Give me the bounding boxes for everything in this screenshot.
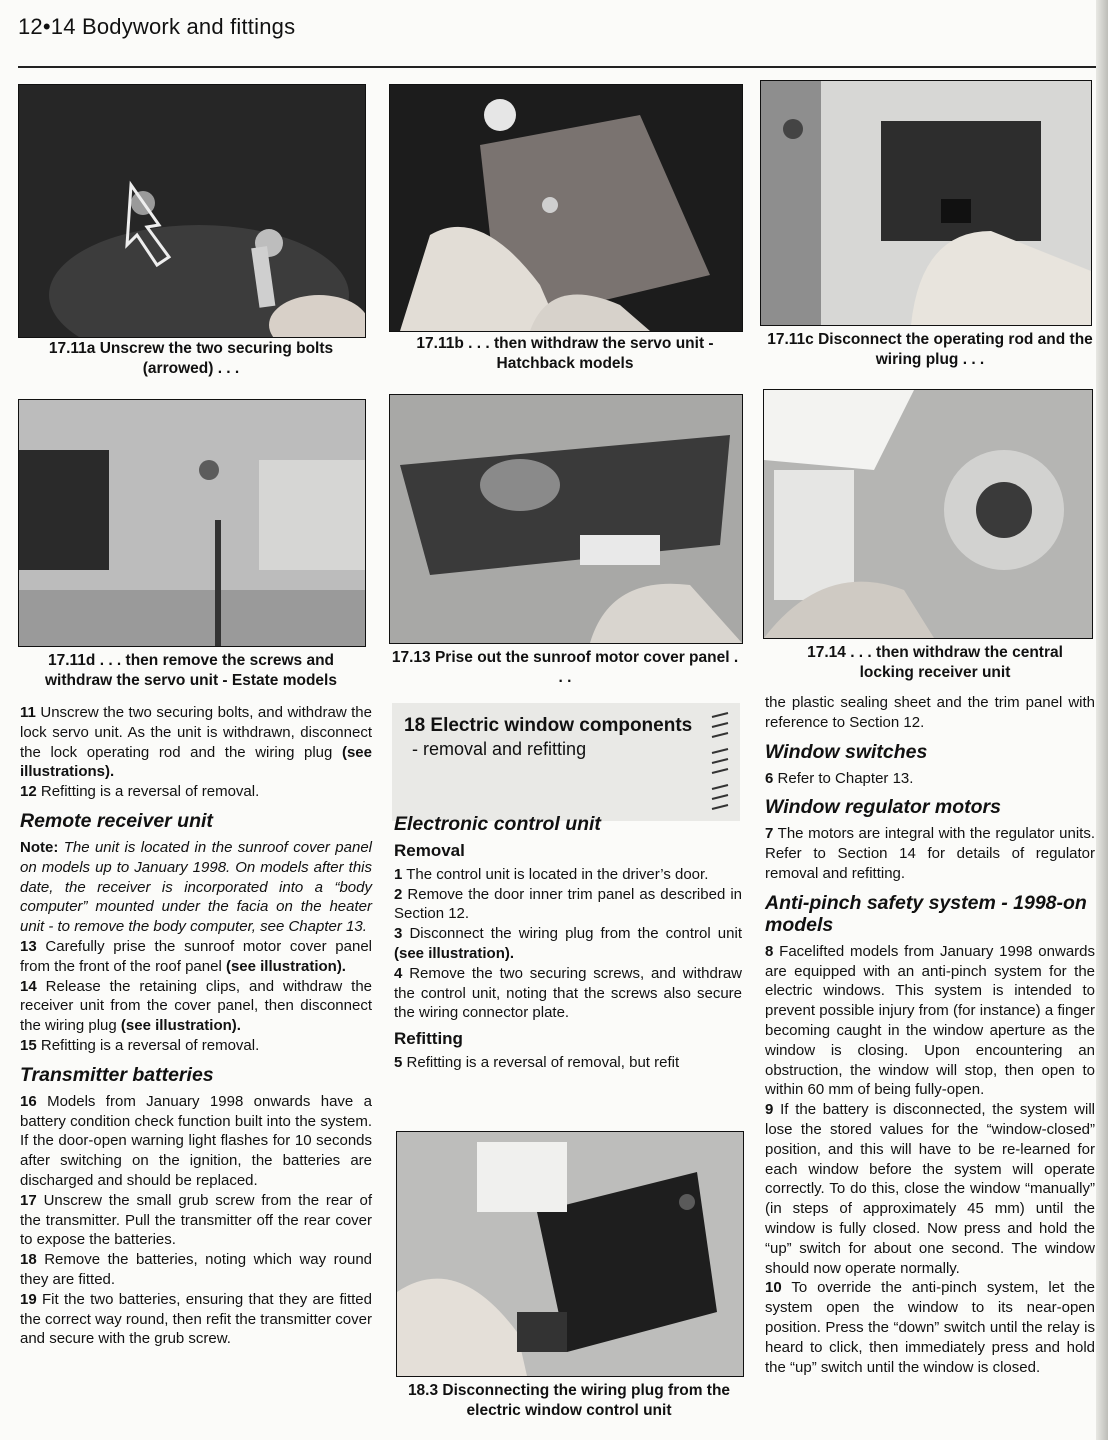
photo-18-3 (396, 1131, 744, 1377)
caption-17-13: 17.13 Prise out the sunroof motor cover panel . . . (391, 649, 739, 686)
para-19: 19 Fit the two batteries, ensuring that they are fitted the correct way round, then refit the transmitter cover and secure with the grub screw. (20, 1290, 372, 1348)
page-edge-shadow (1096, 0, 1108, 1440)
caption-17-11c: 17.11c Disconnect the operating rod and the wiring plug . . . (767, 331, 1093, 368)
heading-transmitter-batteries: Transmitter batteries (20, 1063, 214, 1086)
para-13: 13 Carefully prise the sunroof motor cover panel from the front of the roof panel (see illustration). (20, 937, 372, 975)
para-12: 12 Refitting is a reversal of removal. (20, 783, 260, 801)
page-number: 12•14 (18, 14, 76, 39)
caption-17-11d: 17.11d . . . then remove the screws and withdraw the servo unit - Estate models (45, 652, 337, 689)
column-3 (765, 693, 1095, 1377)
caption-17-11b: 17.11b . . . then withdraw the servo unit - Hatchback models (416, 335, 714, 372)
para-18: 18 Remove the batteries, noting which way round they are fitted. (20, 1251, 373, 1288)
para-3: 3 Disconnect the wiring plug from the control unit (see illustration). (394, 925, 742, 962)
para-16: 16 Models from January 1998 onwards have a battery condition check function built into the system. If the door-open warning light flashes for 10 seconds after switching on the ignition, the batteries are discharged and should be replaced. (20, 1092, 372, 1189)
para-6: 6 Refer to Chapter 13. (765, 769, 914, 787)
photo-17-14 (763, 389, 1093, 639)
section-18-subtitle: - removal and refitting (412, 739, 587, 759)
heading-electronic-control-unit: Electronic control unit (394, 813, 601, 835)
header-rule (18, 66, 1098, 68)
para-15: 15 Refitting is a reversal of removal. (20, 1036, 260, 1054)
photo-17-11d (18, 399, 366, 647)
para-2: 2 Remove the door inner trim panel as described in Section 12. (394, 885, 743, 923)
para-4: 4 Remove the two securing screws, and withdraw the control unit, noting that the screws also secure the wiring connector plate. (394, 964, 742, 1022)
column-1 (20, 703, 372, 1349)
photo-17-11c (760, 80, 1092, 326)
para-10: 10 To override the anti-pinch system, let the system open the window to its near-open position. Press the “down” switch until the relay is heard to click, then immediately press and hold the “up” switch until the window is closed. (765, 1279, 1096, 1376)
caption-17-14: 17.14 . . . then withdraw the central locking receiver unit (807, 644, 1063, 681)
para-7: 7 The motors are integral with the regulator units. Refer to Section 14 for details of regulator removal and refitting. (765, 825, 1095, 882)
heading-window-switches: Window switches (765, 740, 928, 763)
heading-removal: Removal (394, 841, 465, 860)
para-9: 9 If the battery is disconnected, the system will lose the stored values for the “window-closed” position, and this will have to be re-learned for each window before the system will operate correctly. To do this, close the window “manually” (in steps of approximately 45 mm) until the window is fully closed. Now press and hold the “up” switch for about one second. The window should now operate normally. (765, 1101, 1095, 1277)
para-8: 8 Facelifted models from January 1998 onwards are equipped with an anti-pinch system for the electric windows. This system is intended to prevent possible injury from (for instance) a finger becoming caught in the window aperture as the window is closing. Upon encountering an obstruction, the window will stop, then open to within 60 mm of being fully-open. (765, 942, 1096, 1099)
para-1: 1 The control unit is located in the driver’s door. (394, 865, 709, 883)
heading-anti-pinch: Anti-pinch safety system - 1998-on models (765, 891, 1087, 936)
photo-17-13 (389, 394, 743, 644)
caption-17-11a: 17.11a Unscrew the two securing bolts (arrowed) . . . (48, 340, 334, 377)
chapter-title: Bodywork and fittings (81, 14, 296, 39)
heading-refitting: Refitting (394, 1029, 463, 1049)
heading-remote-receiver: Remote receiver unit (20, 809, 213, 832)
para-14: 14 Release the retaining clips, and withdraw the receiver unit from the cover panel, then disconnect the wiring plug (see illustration). (20, 977, 372, 1035)
note: Note: The unit is located in the sunroof cover panel on models up to January 1998. On models after this date, the receiver is incorporated into a “body computer” mounted under the facia on the heater unit - to remove the body computer, see Chapter 13. (20, 838, 372, 936)
photo-17-11a (18, 84, 366, 338)
heading-window-regulator-motors: Window regulator motors (765, 796, 1001, 819)
para-17: 17 Unscrew the small grub screw from the rear of the transmitter. Pull the transmitter off the rear cover to expose the batteries. (20, 1191, 372, 1249)
para-11: 11 Unscrew the two securing bolts, and withdraw the lock servo unit. As the unit is withdrawn, disconnect the lock operating rod and the wiring plug (see illustrations). (20, 704, 372, 781)
difficulty-rating-icon (706, 709, 734, 815)
caption-18-3: 18.3 Disconnecting the wiring plug from the electric window control unit (407, 1382, 731, 1419)
section-18-title: 18 Electric window components (404, 715, 693, 736)
para-continued: the plastic sealing sheet and the trim panel with reference to Section 12. (765, 694, 1095, 731)
running-head (18, 14, 295, 40)
section-18-heading-box (392, 703, 740, 821)
column-2 (394, 805, 742, 1073)
para-5: 5 Refitting is a reversal of removal, but refit (394, 1053, 680, 1071)
photo-17-11b (389, 84, 743, 332)
